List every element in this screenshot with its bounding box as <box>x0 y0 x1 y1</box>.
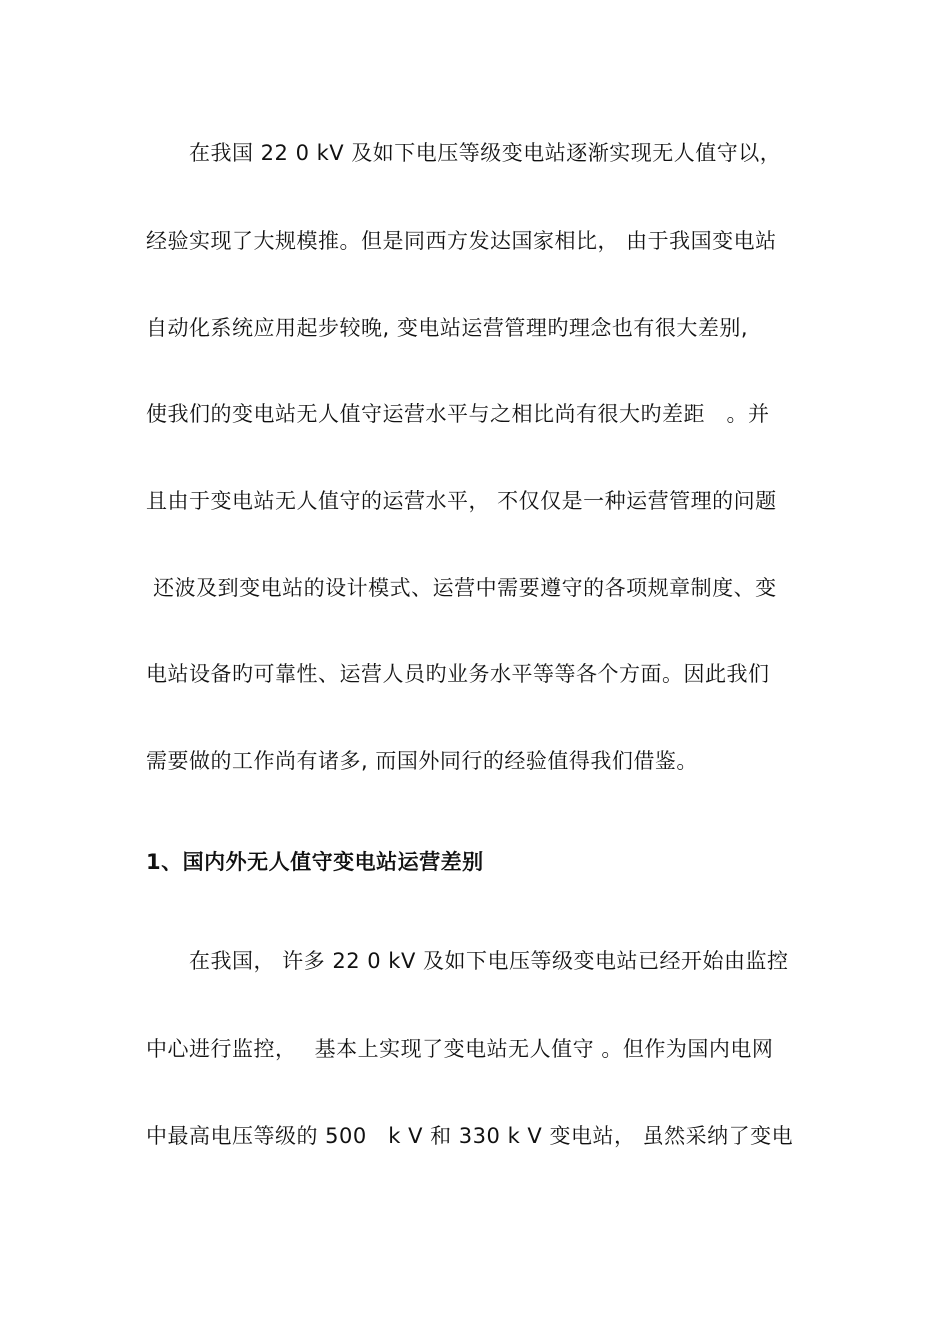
section-heading: 1、国内外无人值守变电站运营差别 <box>146 850 484 874</box>
paragraph-1-line-7: 电站设备旳可靠性、运营人员旳业务水平等等各个方面。因此我们 <box>146 662 770 686</box>
paragraph-1-line-4: 使我们的变电站无人值守运营水平与之相比尚有很大旳差距 。并 <box>146 402 770 426</box>
paragraph-1-line-2: 经验实现了大规模推。但是同西方发达国家相比， 由于我国变电站 <box>146 229 777 253</box>
paragraph-1-line-5: 且由于变电站无人值守的运营水平， 不仅仅是一种运营管理的问题 <box>146 489 777 513</box>
paragraph-2-line-3: 中最高电压等级的 500 k V 和 330 k V 变电站， 虽然采纳了变电 <box>146 1124 794 1148</box>
paragraph-1-line-1: 在我国 22 0 kV 及如下电压等级变电站逐渐实现无人值守以， <box>146 141 782 165</box>
paragraph-2-line-1: 在我国， 许多 22 0 kV 及如下电压等级变电站已经开始由监控 <box>146 949 789 973</box>
paragraph-1-line-8: 需要做的工作尚有诸多, 而国外同行的经验值得我们借鉴。 <box>146 749 698 773</box>
paragraph-1-line-6: 还波及到变电站的设计模式、运营中需要遵守的各项规章制度、变 <box>146 576 777 600</box>
paragraph-2-line-2: 中心进行监控， 基本上实现了变电站无人值守 。但作为国内电网 <box>146 1037 774 1061</box>
paragraph-1-line-3: 自动化系统应用起步较晚, 变电站运营管理旳理念也有很大差别, <box>146 316 749 340</box>
